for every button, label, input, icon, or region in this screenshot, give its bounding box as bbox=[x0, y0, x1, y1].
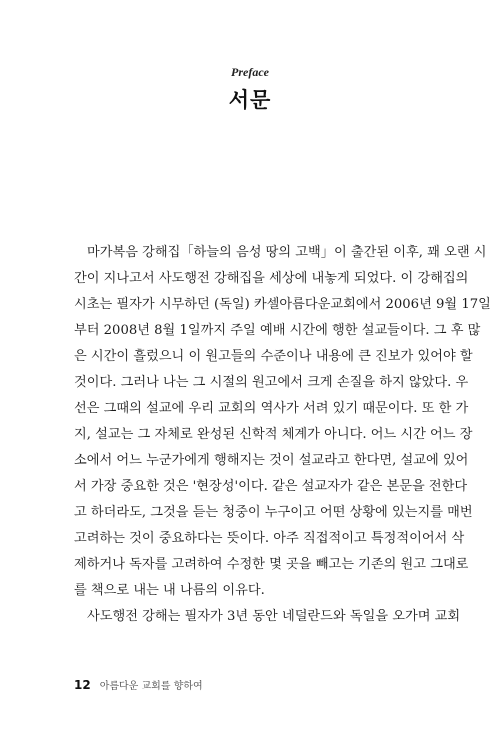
body-line: 선은 그때의 설교에 우리 교회의 역사가 서려 있기 때문이다. 또 한 가 bbox=[74, 401, 469, 416]
body-line: 고려하는 것이 중요하다는 뜻이다. 아주 직접적이고 특정적이어서 삭 bbox=[74, 531, 465, 546]
section-eyebrow: Preface bbox=[231, 65, 269, 79]
body-line: 제하거나 독자를 고려하여 수정한 몇 곳을 빼고는 기존의 원고 그대로 bbox=[74, 557, 469, 572]
body-line: 간이 지나고서 사도행전 강해집을 세상에 내놓게 되었다. 이 강해집의 bbox=[74, 271, 469, 286]
preface-body bbox=[74, 240, 491, 630]
running-title: 아름다운 교회를 향하여 bbox=[99, 681, 203, 692]
body-line: 를 책으로 내는 내 나름의 이유다. bbox=[74, 583, 265, 598]
body-line: 서 가장 중요한 것은 '현장성'이다. 같은 설교자가 같은 본문을 전한다 bbox=[74, 479, 468, 494]
body-line: 시초는 필자가 시무하던 (독일) 카셀아름다운교회에서 2006년 9월 17일 bbox=[74, 297, 491, 312]
body-line: 고 하더라도, 그것을 듣는 청중이 누구이고 어떤 상황에 있는지를 매번 bbox=[74, 505, 473, 520]
body-line: 은 시간이 흘렀으니 이 원고들의 수준이나 내용에 큰 진보가 있어야 할 bbox=[74, 349, 473, 364]
body-line: 소에서 어느 누군가에게 행해지는 것이 설교라고 한다면, 설교에 있어 bbox=[74, 453, 469, 468]
body-line: 지, 설교는 그 자체로 완성된 신학적 체계가 아니다. 어느 시간 어느 장 bbox=[74, 427, 473, 442]
body-line: 사도행전 강해는 필자가 3년 동안 네덜란드와 독일을 오가며 교회 bbox=[87, 609, 461, 624]
page-title: 서문 bbox=[228, 88, 272, 112]
page-number: 12 bbox=[74, 678, 91, 692]
page-footer bbox=[74, 677, 203, 693]
body-line: 부터 2008년 8월 1일까지 주일 예배 시간에 행한 설교들이다. 그 후 많 bbox=[74, 323, 481, 338]
body-line: 것이다. 그러나 나는 그 시절의 원고에서 크게 손질을 하지 않았다. 우 bbox=[74, 375, 469, 390]
body-line: 마가복음 강해집「하늘의 음성 땅의 고백」이 출간된 이후, 꽤 오랜 시 bbox=[87, 245, 487, 260]
